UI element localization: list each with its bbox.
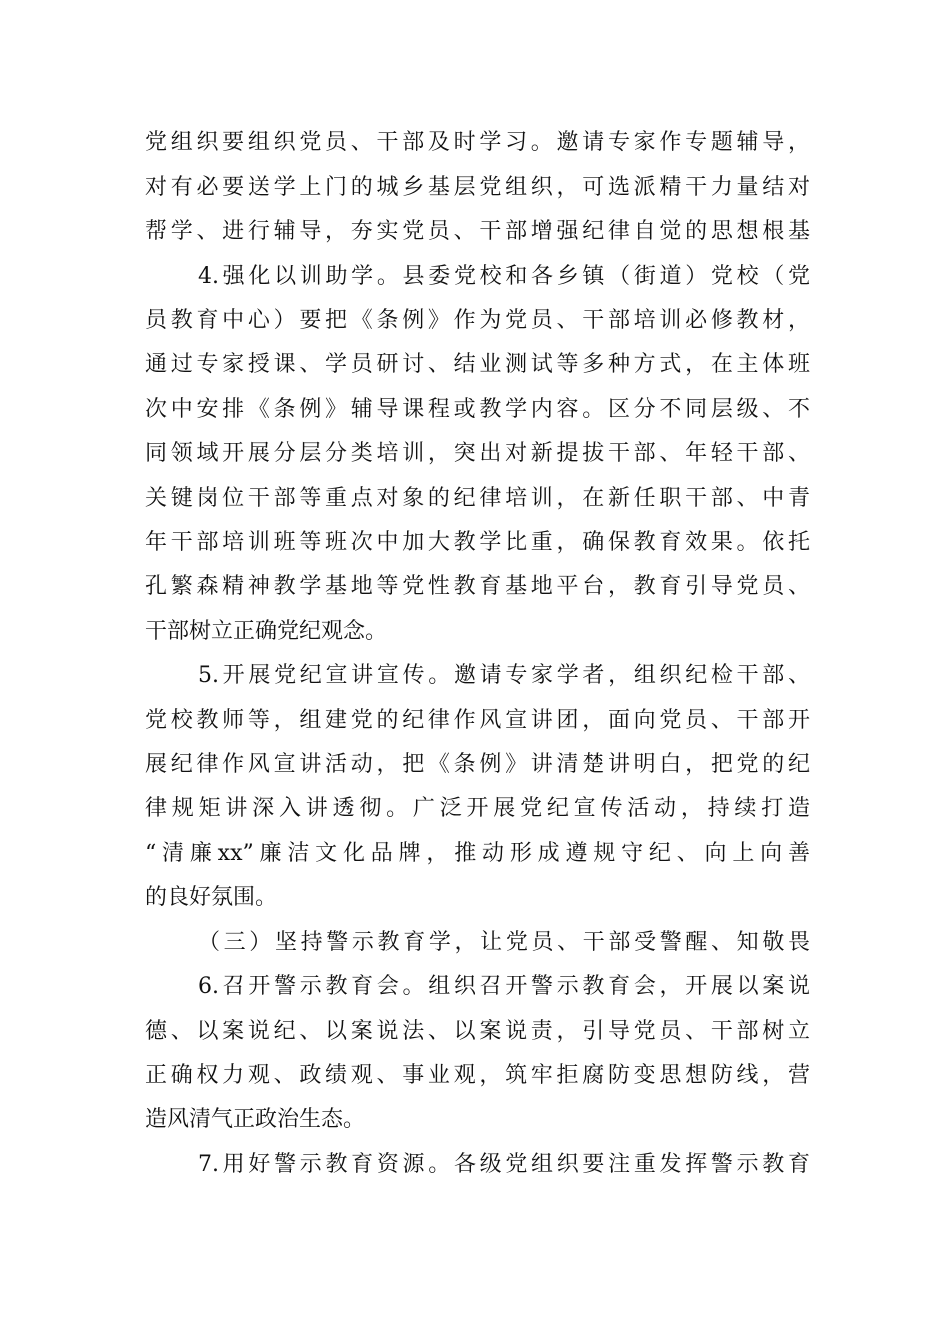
- text-line: 展纪律作风宣讲活动，把《条例》讲清楚讲明白，把党的纪: [145, 752, 810, 777]
- paragraph-heading-7: 7.用好警示教育资源。各级党组织要注重发挥警示教育: [198, 1152, 810, 1177]
- text-line: 的良好氛围。: [145, 885, 278, 910]
- text-line: 干部树立正确党纪观念。: [145, 619, 388, 644]
- text-line: 造风清气正政治生态。: [145, 1107, 366, 1132]
- paragraph-heading-4: 4.强化以训助学。县委党校和各乡镇（街道）党校（党: [198, 264, 810, 289]
- section-heading-3: （三）坚持警示教育学，让党员、干部受警醒、知敬畏: [198, 930, 810, 955]
- text-line: 次中安排《条例》辅导课程或教学内容。区分不同层级、不: [145, 397, 810, 422]
- text-line: 孔繁森精神教学基地等党性教育基地平台，教育引导党员、: [145, 574, 810, 599]
- paragraph-heading-5: 5.开展党纪宣讲宣传。邀请专家学者，组织纪检干部、: [198, 663, 810, 688]
- text-line: 通过专家授课、学员研讨、结业测试等多种方式，在主体班: [145, 352, 810, 377]
- text-line: “清廉xx”廉洁文化品牌，推动形成遵规守纪、向上向善: [145, 841, 810, 866]
- text-line: 同领域开展分层分类培训，突出对新提拔干部、年轻干部、: [145, 441, 810, 466]
- text-line: 关键岗位干部等重点对象的纪律培训，在新任职干部、中青: [145, 486, 810, 511]
- text-line: 律规矩讲深入讲透彻。广泛开展党纪宣传活动，持续打造: [145, 796, 810, 821]
- text-line: 员教育中心）要把《条例》作为党员、干部培训必修教材，: [145, 308, 810, 333]
- text-line: 年干部培训班等班次中加大教学比重，确保教育效果。依托: [145, 530, 810, 555]
- text-line: 德、以案说纪、以案说法、以案说责，引导党员、干部树立: [145, 1019, 810, 1044]
- text-line: 帮学、进行辅导，夯实党员、干部增强纪律自觉的思想根基: [145, 219, 810, 244]
- paragraph-heading-6: 6.召开警示教育会。组织召开警示教育会，开展以案说: [198, 974, 810, 999]
- text-line: 正确权力观、政绩观、事业观，筑牢拒腐防变思想防线，营: [145, 1063, 810, 1088]
- text-line: 对有必要送学上门的城乡基层党组织，可选派精干力量结对: [145, 175, 810, 200]
- text-line: 党组织要组织党员、干部及时学习。邀请专家作专题辅导，: [145, 130, 810, 155]
- text-line: 党校教师等，组建党的纪律作风宣讲团，面向党员、干部开: [145, 708, 810, 733]
